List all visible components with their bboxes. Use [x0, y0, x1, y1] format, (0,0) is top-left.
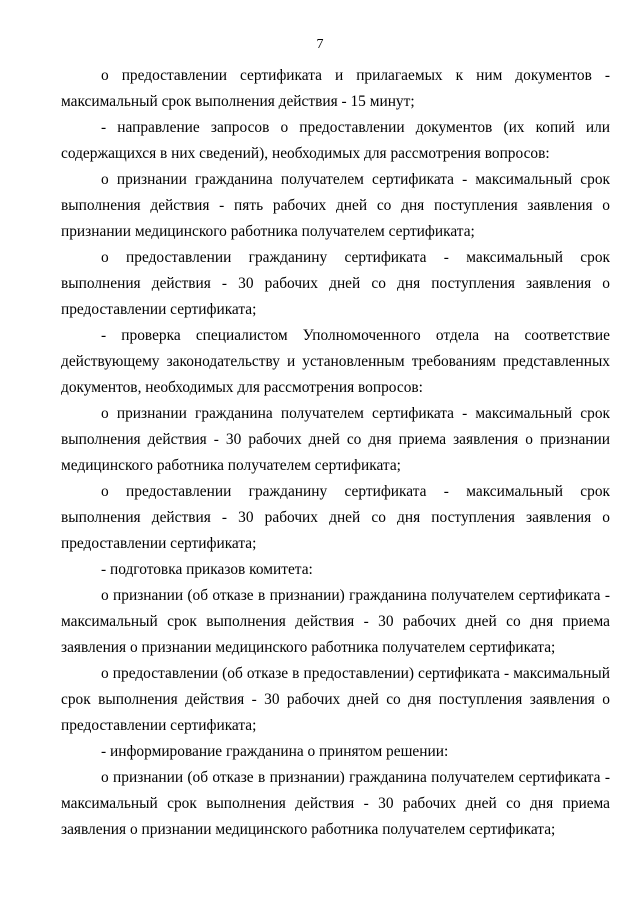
- paragraph: - проверка специалистом Уполномоченного отдела на соответствие действующему законодательству и установленным требованиям представленных документов, необходимых для рассмотрения вопросов:: [61, 327, 610, 396]
- paragraph: о предоставлении гражданину сертификата - максимальный срок выполнения действия - 30 рабочих дней со дня поступления заявления о предоставлении сертификата;: [61, 483, 610, 552]
- paragraph: - информирование гражданина о принятом решении:: [101, 743, 449, 760]
- paragraph: о признании гражданина получателем сертификата - максимальный срок выполнения действия - 30 рабочих дней со дня приема заявления о признании медицинского работника получателем сертификата;: [61, 405, 610, 474]
- paragraph: о предоставлении (об отказе в предоставлении) сертификата - максимальный срок выполнения действия - 30 рабочих дней со дня поступления заявления о предоставлении сертификата;: [61, 665, 610, 734]
- page-number: 7: [316, 37, 324, 52]
- paragraph: о предоставлении гражданину сертификата - максимальный срок выполнения действия - 30 рабочих дней со дня поступления заявления о предоставлении сертификата;: [61, 249, 610, 318]
- paragraph: о признании (об отказе в признании) гражданина получателем сертификата - максимальный срок выполнения действия - 30 рабочих дней со дня приема заявления о признании медицинского работника получателем сертификата;: [61, 769, 610, 838]
- paragraph: о признании (об отказе в признании) гражданина получателем сертификата - максимальный срок выполнения действия - 30 рабочих дней со дня приема заявления о признании медицинского работника получателем сертификата;: [61, 587, 610, 656]
- paragraph: о предоставлении сертификата и прилагаемых к ним документов - максимальный срок выполнения действия - 15 минут;: [61, 67, 610, 110]
- paragraph: - подготовка приказов комитета:: [101, 561, 313, 578]
- paragraph: - направление запросов о предоставлении документов (их копий или содержащихся в них сведений), необходимых для рассмотрения вопросов:: [61, 119, 610, 162]
- document-body: [61, 63, 610, 843]
- paragraph: о признании гражданина получателем сертификата - максимальный срок выполнения действия - пять рабочих дней со дня поступления заявления о признании медицинского работника получателем сертификата;: [61, 171, 610, 240]
